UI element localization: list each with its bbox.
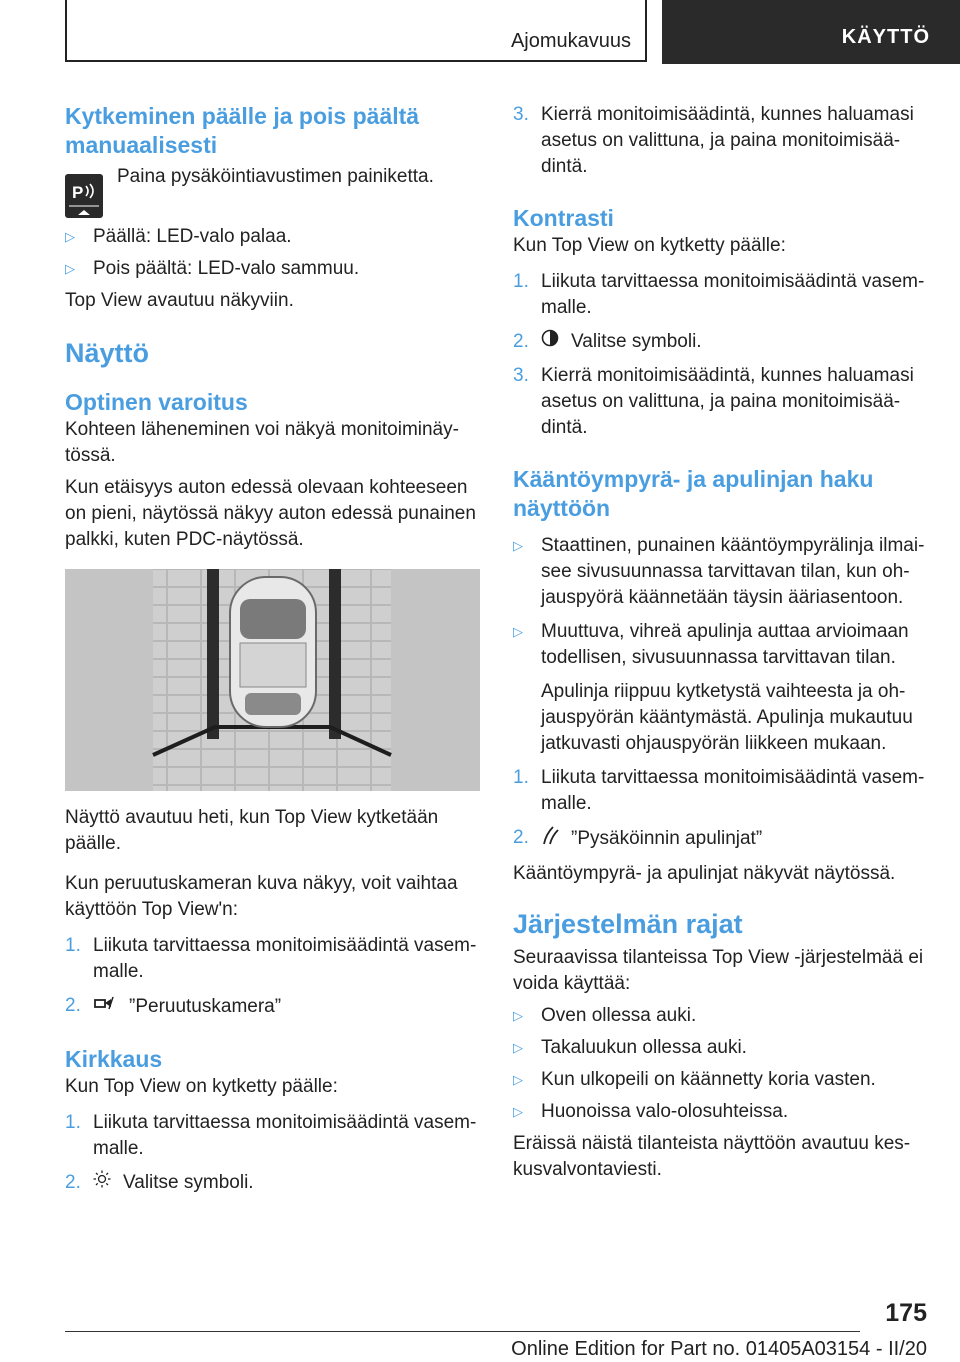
list-item (513, 363, 928, 441)
left-column (65, 102, 480, 1196)
list-item (65, 1170, 480, 1196)
bullet-triangle-icon: ▷ (513, 624, 523, 640)
paragraph: Top View avautuu näkyviin. (65, 290, 294, 311)
heading-manual: Kytkeminen päälle ja pois päältä manuaalisesti (65, 103, 420, 158)
list-item (513, 825, 928, 853)
chapter-title: KÄYTTÖ (841, 26, 930, 48)
right-column (513, 102, 928, 1183)
steps-brightness (65, 1110, 480, 1196)
paragraph: Kun Top View on kytketty päälle: (513, 235, 786, 256)
bullet-text: Päällä: LED-valo palaa. (93, 226, 292, 247)
step-number: 3. (513, 365, 529, 387)
list-item (513, 533, 928, 611)
heading-brightness: Kirkkaus (65, 1046, 163, 1072)
list-item (513, 1099, 928, 1125)
list-item (513, 329, 928, 355)
bullet-triangle-icon: ▷ (513, 538, 523, 554)
step-text: ”Peruutuskamera” (129, 996, 282, 1018)
list-item (65, 224, 480, 250)
heading-lines: Kääntöympyrä- ja apulinjan haku näyttöön (513, 466, 874, 522)
bullet-triangle-icon: ▷ (513, 1072, 523, 1088)
bullet-text: Pois päältä: LED-valo sammuu. (93, 258, 360, 279)
step-number: 3. (513, 104, 529, 125)
page-number: 175 (885, 1299, 927, 1327)
bullet-triangle-icon: ▷ (65, 261, 75, 276)
brightness-icon (93, 1170, 111, 1196)
footer-divider (65, 1331, 860, 1332)
step-number: 1. (65, 935, 81, 956)
bullet-triangle-icon: ▷ (513, 1104, 523, 1120)
bullet-text: Oven ollessa auki. (541, 1005, 697, 1027)
list-item (513, 1003, 928, 1029)
step-text: Liikuta tarvittaessa monitoimisäädintä vasemmalle. (541, 271, 925, 318)
step-text: ”Pysäköinnin apulinjat” (571, 828, 763, 850)
bullet-triangle-icon: ▷ (513, 1040, 523, 1056)
paragraph: Kun Top View on kytketty päälle: (65, 1076, 338, 1097)
list-item (65, 1110, 480, 1162)
step-number: 1. (65, 1112, 81, 1133)
lines-bullets (513, 533, 928, 757)
section-title: Ajomukavuus (510, 30, 631, 52)
bullet-text: Staattinen, punainen kääntöympyrälinja ilmaisee sivusuunnassa tarvittavan tilan, kun ohjauspyörä käännetään täysin ääriasentoon. (541, 535, 925, 609)
heading-display: Näyttö (65, 338, 150, 368)
step-text: Valitse symboli. (571, 331, 702, 353)
step-text: Kierrä monitoimisäädintä, kunnes haluamasi asetus on valittuna, ja paina monitoimisäädintä. (541, 365, 914, 439)
list-item (513, 619, 928, 671)
step-number: 2. (65, 1172, 81, 1193)
list-item (65, 933, 480, 985)
footer-edition: Online Edition for Part no. 01405A03154 - II/20 (511, 1338, 927, 1360)
step-text: Liikuta tarvittaessa monitoimisäädintä vasemmalle. (93, 935, 477, 982)
list-item (65, 256, 480, 282)
step-number: 2. (513, 331, 529, 352)
step-number: 1. (513, 767, 529, 789)
top-view-image (65, 569, 480, 791)
list-item (513, 1035, 928, 1061)
list-item (513, 1067, 928, 1093)
step-text: Liikuta tarvittaessa monitoimisäädintä vasemmalle. (541, 767, 925, 815)
heading-contrast: Kontrasti (513, 205, 614, 231)
parking-assist-icon (65, 174, 103, 218)
step-number: 2. (513, 827, 529, 849)
paragraph: Kohteen läheneminen voi näkyä monitoiminäytössä. (65, 419, 459, 466)
parking-lines-icon (541, 825, 561, 853)
bullet-text: Huonoissa valo-olosuhteissa. (541, 1101, 789, 1123)
bullet-text: Kun ulkopeili on käännetty koria vasten. (541, 1069, 876, 1091)
steps-lines (513, 765, 928, 853)
paragraph: Kääntöympyrä- ja apulinjat näkyvät näytössä. (513, 863, 896, 885)
list-item (513, 269, 928, 321)
bullet-text: Takaluukun ollessa auki. (541, 1037, 747, 1059)
limits-bullets (513, 1003, 928, 1125)
svg-text:P: P (72, 183, 84, 202)
step-text: Valitse symboli. (123, 1172, 254, 1194)
paragraph: Seuraavissa tilanteissa Top View -järjestelmää ei voida käyttää: (513, 947, 924, 995)
pdc-instruction (65, 168, 480, 218)
pdc-instruction-text: Paina pysäköintiavustimen painiketta. (117, 166, 434, 187)
rear-camera-icon (93, 993, 119, 1021)
list-item (513, 102, 928, 180)
step-text: Liikuta tarvittaessa monitoimisäädintä vasemmalle. (93, 1112, 477, 1159)
heading-visual-warning: Optinen varoitus (65, 389, 248, 415)
paragraph: Kun etäisyys auton edessä olevaan kohteeseen on pieni, näytössä näkyy auton edessä punainen palkki, kuten PDC-näytössä. (65, 477, 476, 550)
step-text: Kierrä monitoimisäädintä, kunnes haluamasi asetus on valittuna, ja paina monitoimisäädintä. (541, 104, 914, 177)
paragraph: Näyttö avautuu heti, kun Top View kytketään päälle. (65, 807, 439, 854)
paragraph: Eräissä näistä tilanteista näyttöön avautuu keskusvalvontaviesti. (513, 1133, 911, 1181)
list-item (513, 765, 928, 817)
bullet-triangle-icon: ▷ (513, 1008, 523, 1024)
paragraph: Kun peruutuskameran kuva näkyy, voit vaihtaa käyttöön Top View'n: (65, 873, 458, 920)
paragraph: Apulinja riippuu kytketystä vaihteesta ja ohjauspyörän kääntymästä. Apulinja mukautuu jatkuvasti ohjauspyörän liikkeen mukaan. (541, 681, 913, 755)
header-frame (65, 0, 647, 62)
bullet-triangle-icon: ▷ (65, 229, 75, 244)
step-number: 2. (65, 995, 81, 1016)
bullet-text: Muuttuva, vihreä apulinja auttaa arvioimaan todellisen, sivusuunnassa tarvittavan tilan. (541, 621, 909, 669)
contrast-icon (541, 329, 559, 355)
steps-camera (65, 933, 480, 1021)
chapter-tab (662, 0, 960, 64)
step-number: 1. (513, 271, 529, 292)
heading-limits: Järjestelmän rajat (513, 909, 743, 940)
steps-contrast (513, 269, 928, 441)
list-item (65, 993, 480, 1021)
